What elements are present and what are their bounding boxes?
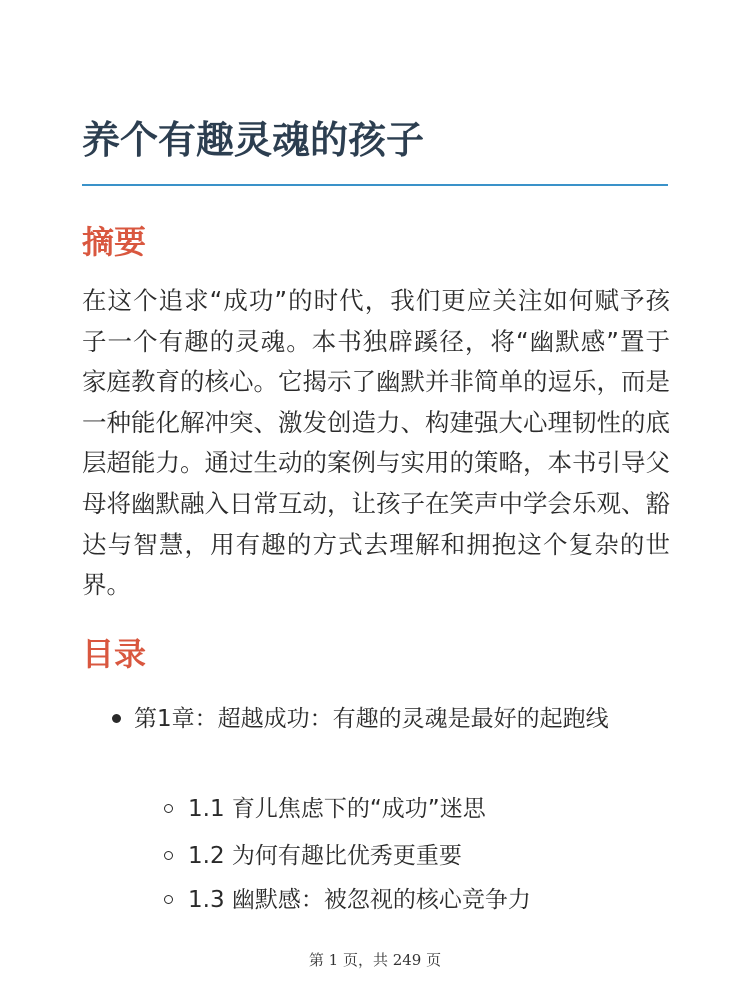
toc-section-label: 1.3 幽默感：被忽视的核心竞争力 [188, 887, 531, 913]
circle-bullet-icon [164, 804, 173, 813]
page-title: 养个有趣灵魂的孩子 [82, 118, 425, 162]
page-number: 第 1 页，共 249 页 [308, 951, 442, 969]
toc-heading: 目录 [82, 635, 147, 673]
toc-chapter-1: 第1章：超越成功：有趣的灵魂是最好的起跑线 [134, 706, 609, 732]
circle-bullet-icon [164, 851, 173, 860]
circle-bullet-icon [164, 895, 173, 904]
toc-section-label: 1.1 育儿焦虑下的“成功”迷思 [188, 796, 486, 822]
title-divider [82, 184, 668, 186]
summary-paragraph: 在这个追求“成功”的时代，我们更应关注如何赋予孩子一个有趣的灵魂。本书独辟蹊径，将“幽默感”置于家庭教育的核心。它揭示了幽默并非简单的逗乐，而是一种能化解冲突、激发创造力、构建强大心理韧性的底层超能力。通过生动的案例与实用的策略，本书引导父母将幽默融入日常互动，让孩子在笑声中学会乐观、豁达与智慧，用有趣的方式去理解和拥抱这个复杂的世界。 [82, 286, 670, 600]
summary-heading: 摘要 [82, 223, 147, 261]
bullet-icon [112, 714, 121, 723]
toc-section-label: 1.2 为何有趣比优秀更重要 [188, 843, 462, 869]
